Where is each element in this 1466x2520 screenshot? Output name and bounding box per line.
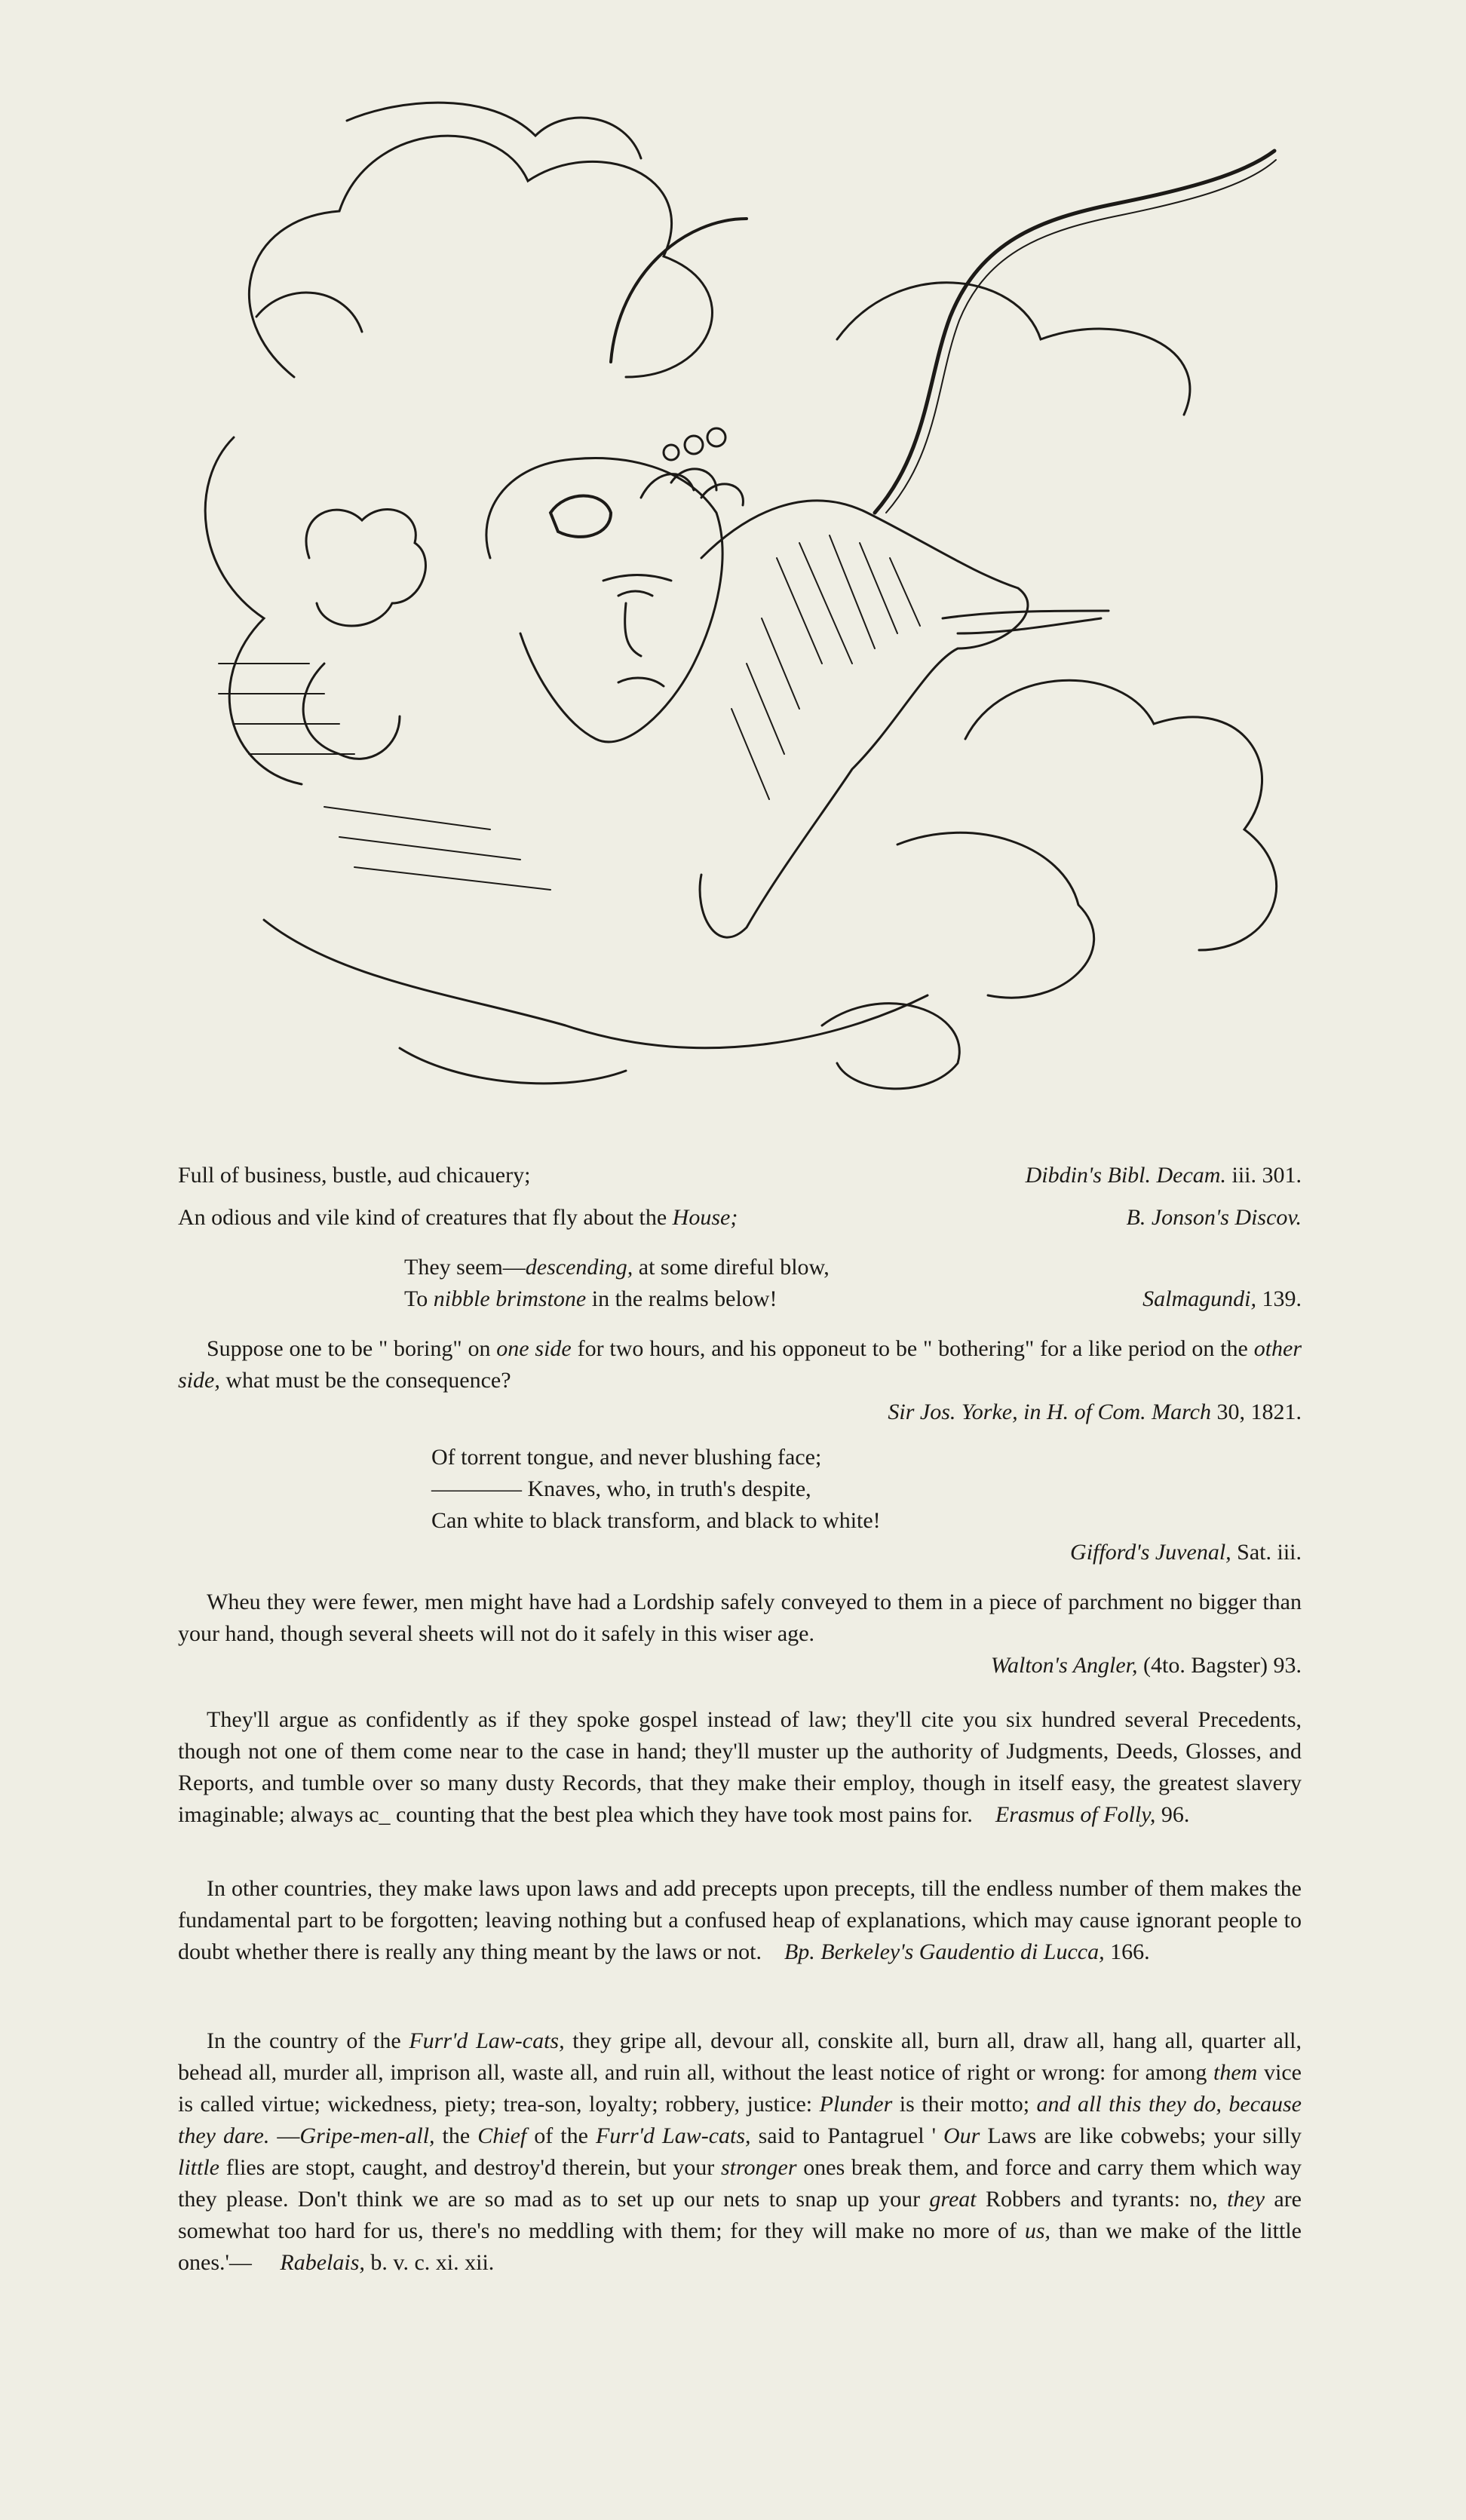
figure-hand [306, 510, 425, 626]
quote-text: Full of business, bustle, aud chicauery; [178, 1163, 531, 1188]
quote-jonson [178, 1202, 1302, 1234]
citation: Sir Jos. Yorke, in H. of Com. March 30, 1821. [888, 1399, 1302, 1424]
verse-line: Of torrent tongue, and never blushing face; [431, 1445, 822, 1470]
cloud-swirl [837, 283, 1190, 415]
quote-text: They'll argue as confidently as if they spoke gospel instead of law; they'll cite you six hundred several Precedents, though not one of them come near to the case in hand; they'll muster up the authority of Judgments, Deeds, Glosses, and Reports, and tumble over so many dusty Records, that they make their employ, though in itself easy, the greatest slavery imaginable; always ac_ counting that the best plea which they have took most pains for. Erasmus of Folly, 96. [178, 1707, 1302, 1827]
cloud-swirl [400, 1048, 626, 1084]
quote-text: Wheu they were fewer, men might have had a Lordship safely conveyed to them in a piece of parchment no bigger than your hand, though several sheets will not do it safely in this wiser age. [178, 1590, 1302, 1646]
figure-hand [303, 664, 400, 759]
citation: B. Jonson's Discov. [1126, 1205, 1302, 1230]
quote-dibdin [178, 1160, 1302, 1191]
verse-line: They seem—descending, at some direful blow, [404, 1255, 830, 1280]
cloud-swirl [965, 680, 1277, 950]
verse-line: To nibble brimstone in the realms below! [404, 1286, 777, 1311]
quote-rabelais [178, 2025, 1302, 2279]
cloud-swirl [249, 136, 712, 377]
citation: Walton's Angler, (4to. Bagster) 93. [990, 1653, 1302, 1678]
figure-brow [603, 575, 671, 581]
figure-head [486, 458, 722, 742]
cloud-swirl [256, 293, 362, 332]
cloud-swirl [897, 832, 1094, 998]
quote-text: In other countries, they make laws upon laws and add precepts upon precepts, till the endless number of them makes the fundamental part to be forgotten; leaving nothing but a confused heap of explanations, which may cause ignorant people to doubt whether there is really any thing meant by the laws or not. Bp. Berkeley's Gaudentio di Lucca, 166. [178, 1876, 1302, 1964]
quote-salmagundi [178, 1252, 1302, 1315]
citation: Bp. Berkeley's Gaudentio di Lucca, 166. [784, 1939, 1150, 1964]
citation: Salmagundi, 139. [1142, 1286, 1302, 1311]
verse-line: ———— Knaves, who, in truth's despite, [431, 1476, 811, 1501]
quote-gifford [178, 1442, 1302, 1568]
figure-nose [625, 603, 641, 656]
citation: Erasmus of Folly, 96. [995, 1802, 1190, 1827]
cloud-swirl [205, 437, 302, 784]
quote-yorke [178, 1333, 1302, 1428]
cloud-swirl [264, 920, 928, 1048]
quote-erasmus [178, 1704, 1302, 1831]
citation: Dibdin's Bibl. Decam. iii. 301. [1025, 1163, 1302, 1188]
cloud-swirl [822, 1004, 959, 1089]
figure-mouth [618, 678, 664, 686]
figure-eye [618, 591, 652, 596]
quote-text: An odious and vile kind of creatures that fly about the House; [178, 1205, 738, 1230]
mouse-headed-figure-in-clouds-engraving [173, 90, 1320, 1131]
citation: Rabelais, b. v. c. xi. xii. [280, 2250, 495, 2275]
citation: Gifford's Juvenal, Sat. iii. [1070, 1540, 1302, 1565]
quote-text: In the country of the Furr'd Law-cats, they gripe all, devour all, conskite all, burn all, draw all, hang all, quarter all, behead all, murder all, imprison all, waste all, and ruin all, without the least notice of right or wrong: for among them vice is called virtue; wickedness, piety; trea-son, loyalty; robbery, justice: Plunder is their motto; and all this they do, because they dare. —Gripe-men-all, the Chief of the Furr'd Law-cats, said to Pantagruel ' Our Laws are like cobwebs; your silly little flies are stopt, caught, and destroy'd therein, but your stronger ones break them, and force and carry them which way they please. Don't think we are so mad as to set up our nets to snap up your great Robbers and tyrants: no, they are somewhat too hard for us, there's no meddling with them; for they will make no more of us, than we make of the little ones.'— Rabelais, b. v. c. xi. xii. [178, 2028, 1302, 2275]
quote-berkeley [178, 1873, 1302, 1968]
quote-walton [178, 1586, 1302, 1682]
mask-eye [551, 496, 611, 537]
verse-line: Can white to black transform, and black to white! [431, 1508, 881, 1533]
quote-text: Suppose one to be " boring" on one side for two hours, and his opponeut to be " bothering" for a like period on the other side, what must be the consequence? [178, 1336, 1302, 1393]
